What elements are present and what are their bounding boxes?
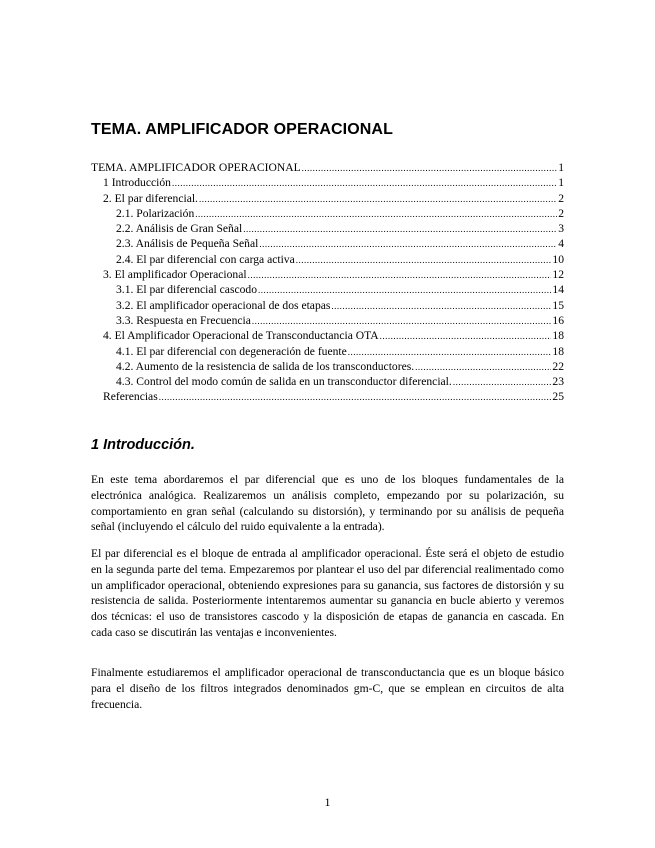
toc-entry[interactable] — [91, 374, 564, 389]
toc-entry[interactable] — [91, 252, 564, 267]
toc-entry[interactable] — [91, 282, 564, 297]
toc-leader-dots — [159, 390, 552, 405]
toc-leader-dots — [259, 237, 557, 252]
toc-entry[interactable] — [91, 344, 564, 359]
toc-entry[interactable] — [91, 359, 564, 374]
paragraph: Finalmente estudiaremos el amplificador operacional de transconductancia que es un bloque básico para el diseño de los filtros integrados denominados gm-C, que se emplean en circuitos de alta frecuencia. — [91, 666, 564, 711]
toc-leader-dots — [248, 268, 552, 283]
toc-entry-page: 1 — [558, 161, 564, 174]
toc-entry-text: 2.3. Análisis de Pequeña Señal — [116, 237, 259, 251]
document-title: TEMA. AMPLIFICADOR OPERACIONAL — [91, 121, 393, 138]
toc-leader-dots — [252, 314, 552, 329]
toc-entry-text: 4.3. Control del modo común de salida en un transconductor diferencial. — [116, 375, 452, 389]
toc-entry[interactable] — [91, 389, 564, 404]
section-heading: 1 Introducción. — [91, 437, 195, 453]
toc-leader-dots — [258, 283, 551, 298]
table-of-contents — [91, 160, 564, 405]
toc-entry[interactable] — [91, 221, 564, 236]
toc-leader-dots — [415, 360, 551, 375]
toc-entry-text: 3.1. El par diferencial cascodo — [116, 283, 257, 297]
toc-entry-page: 23 — [552, 375, 564, 389]
toc-entry-page: 3 — [558, 222, 564, 236]
toc-entry-text: 2.4. El par diferencial con carga activa — [116, 252, 295, 266]
toc-entry-page: 15 — [552, 298, 564, 312]
toc-leader-dots — [302, 161, 558, 176]
toc-entry[interactable] — [91, 298, 564, 313]
toc-entry-text: 2.2. Análisis de Gran Señal — [116, 222, 243, 236]
toc-entry-page: 4 — [558, 237, 564, 251]
toc-leader-dots — [243, 222, 557, 237]
toc-entry-page: 12 — [552, 268, 564, 282]
toc-entry[interactable] — [91, 313, 564, 328]
toc-entry-text: TEMA. AMPLIFICADOR OPERACIONAL — [91, 161, 301, 174]
toc-leader-dots — [296, 253, 552, 268]
toc-leader-dots — [199, 192, 557, 207]
toc-entry-text: 3.2. El amplificador operacional de dos etapas — [116, 298, 331, 312]
toc-entry-text: 2. El par diferencial. — [103, 191, 198, 205]
toc-entry-page: 14 — [552, 283, 564, 297]
toc-entry[interactable] — [91, 206, 564, 221]
toc-entry-page: 25 — [552, 390, 564, 404]
toc-entry-page: 1 — [558, 176, 564, 190]
toc-entry-page: 18 — [552, 329, 564, 343]
toc-entry[interactable] — [91, 160, 564, 175]
toc-entry-page: 10 — [552, 252, 564, 266]
toc-entry-text: 3. El amplificador Operacional — [103, 268, 247, 282]
toc-entry-text: 4.2. Aumento de la resistencia de salida de los transconductores. — [116, 359, 415, 373]
toc-entry[interactable] — [91, 236, 564, 251]
paragraph: El par diferencial es el bloque de entrada al amplificador operacional. Éste será el objeto de estudio en la segunda parte del tema. Empezaremos por plantear el uso del par diferencial realimentado como un amplificador operacional, obteniendo expresiones para su ganancia, sus factores de distorsión y su resistencia de salida. Posteriormente intentaremos aumentar su ganancia en bucle abierto y veremos dos técnicas: el uso de transistores cascodo y la disposición de etapas de ganancia en cascada. En cada caso se discutirán las ventajas e inconvenientes. — [91, 547, 564, 639]
toc-entry-text: Referencias — [103, 390, 158, 404]
toc-leader-dots — [172, 176, 557, 191]
toc-entry-page: 18 — [552, 344, 564, 358]
toc-entry-page: 2 — [558, 191, 564, 205]
toc-entry-text: 2.1. Polarización — [116, 206, 195, 220]
toc-entry-text: 4.1. El par diferencial con degeneración de fuente — [116, 344, 347, 358]
toc-entry[interactable] — [91, 328, 564, 343]
toc-entry-page: 16 — [552, 313, 564, 327]
toc-entry-text: 4. El Amplificador Operacional de Transconductancia OTA — [103, 329, 379, 343]
toc-leader-dots — [380, 329, 552, 344]
page-number: 1 — [324, 795, 331, 809]
toc-leader-dots — [348, 345, 552, 360]
toc-entry-text: 1 Introducción — [103, 176, 171, 190]
toc-entry-text: 3.3. Respuesta en Frecuencia — [116, 313, 251, 327]
toc-entry-page: 22 — [552, 359, 564, 373]
toc-leader-dots — [195, 207, 557, 222]
toc-leader-dots — [453, 375, 552, 390]
toc-entry[interactable] — [91, 191, 564, 206]
toc-leader-dots — [331, 299, 551, 314]
toc-entry[interactable] — [91, 267, 564, 282]
toc-entry[interactable] — [91, 175, 564, 190]
toc-entry-page: 2 — [558, 206, 564, 220]
paragraph: En este tema abordaremos el par diferencial que es uno de los bloques fundamentales de la electrónica analógica. Realizaremos un análisis completo, empezando por su polarización, su comportamiento en gran señal (calculando su distorsión), y terminando por su análisis de pequeña señal (incluyendo el cálculo del ruido equivalente a la entrada). — [91, 473, 564, 534]
